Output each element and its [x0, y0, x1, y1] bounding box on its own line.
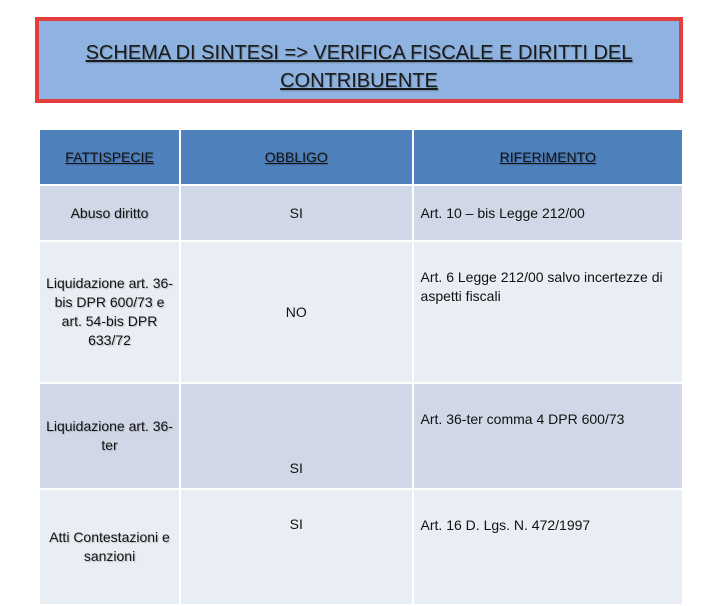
cell-fattispecie: Abuso diritto — [39, 185, 180, 241]
title-box — [35, 17, 683, 103]
cell-riferimento: Art. 10 – bis Legge 212/00 — [413, 185, 683, 241]
cell-fattispecie: Liquidazione art. 36-bis DPR 600/73 e art. 54-bis DPR 633/72 — [39, 241, 180, 383]
table-row — [39, 241, 683, 383]
cell-fattispecie: Liquidazione art. 36-ter — [39, 383, 180, 489]
page-title: SCHEMA DI SINTESI => VERIFICA FISCALE E DIRITTI DEL CONTRIBUENTE — [85, 42, 633, 92]
table-row — [39, 489, 683, 605]
header-riferimento: RIFERIMENTO — [413, 129, 683, 185]
cell-riferimento: Art. 16 D. Lgs. N. 472/1997 — [413, 489, 683, 605]
cell-riferimento: Art. 6 Legge 212/00 salvo incertezze di aspetti fiscali — [413, 241, 683, 383]
header-fattispecie: FATTISPECIE — [39, 129, 180, 185]
cell-riferimento: Art. 36-ter comma 4 DPR 600/73 — [413, 383, 683, 489]
cell-obbligo: SI — [180, 383, 413, 489]
table-row — [39, 383, 683, 489]
cell-obbligo: NO — [180, 241, 413, 383]
table-row — [39, 185, 683, 241]
header-obbligo: OBBLIGO — [180, 129, 413, 185]
summary-table — [38, 128, 684, 606]
table-header-row — [39, 129, 683, 185]
cell-fattispecie: Atti Contestazioni e sanzioni — [39, 489, 180, 605]
cell-obbligo: SI — [180, 185, 413, 241]
cell-obbligo: SI — [180, 489, 413, 605]
